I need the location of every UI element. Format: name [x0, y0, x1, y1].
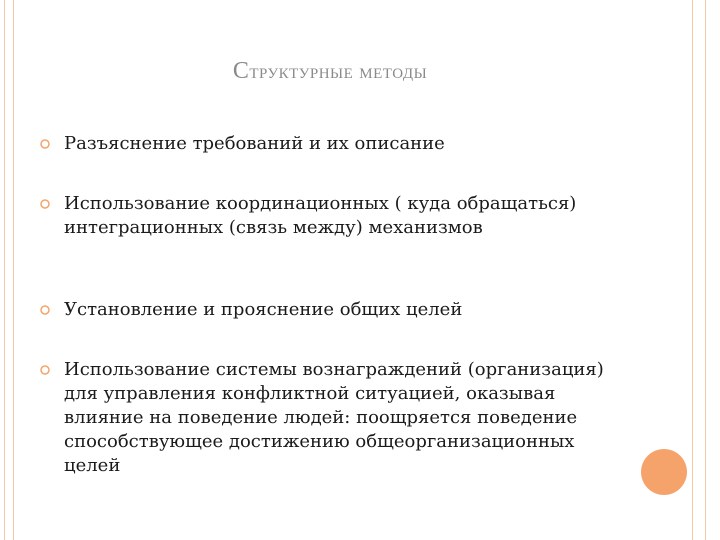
bullet-text: Установление и прояснение общих целей [64, 299, 463, 320]
bullet-text: Разъяснение требований и их описание [64, 133, 445, 154]
circle-bullet-icon [40, 358, 54, 386]
circle-bullet-icon [40, 298, 54, 326]
right-border-decoration [692, 0, 706, 540]
circle-bullet-icon [40, 192, 54, 220]
title-rest: труктурные методы [249, 58, 428, 83]
bullet-text: Использование системы вознаграждений (организация) для управления конфликтной ситуацией, оказывая влияние на поведение людей: поощряется поведение способствующее достижению общеорганизационных целей [64, 359, 604, 476]
bullet-text: Использование координационных ( куда обращаться) интеграционных (связь между) механизмов [64, 193, 577, 238]
title-initial: С [232, 58, 250, 84]
circle-bullet-icon [40, 132, 54, 160]
slide-title [0, 58, 660, 85]
orange-circle-decoration [641, 449, 687, 495]
